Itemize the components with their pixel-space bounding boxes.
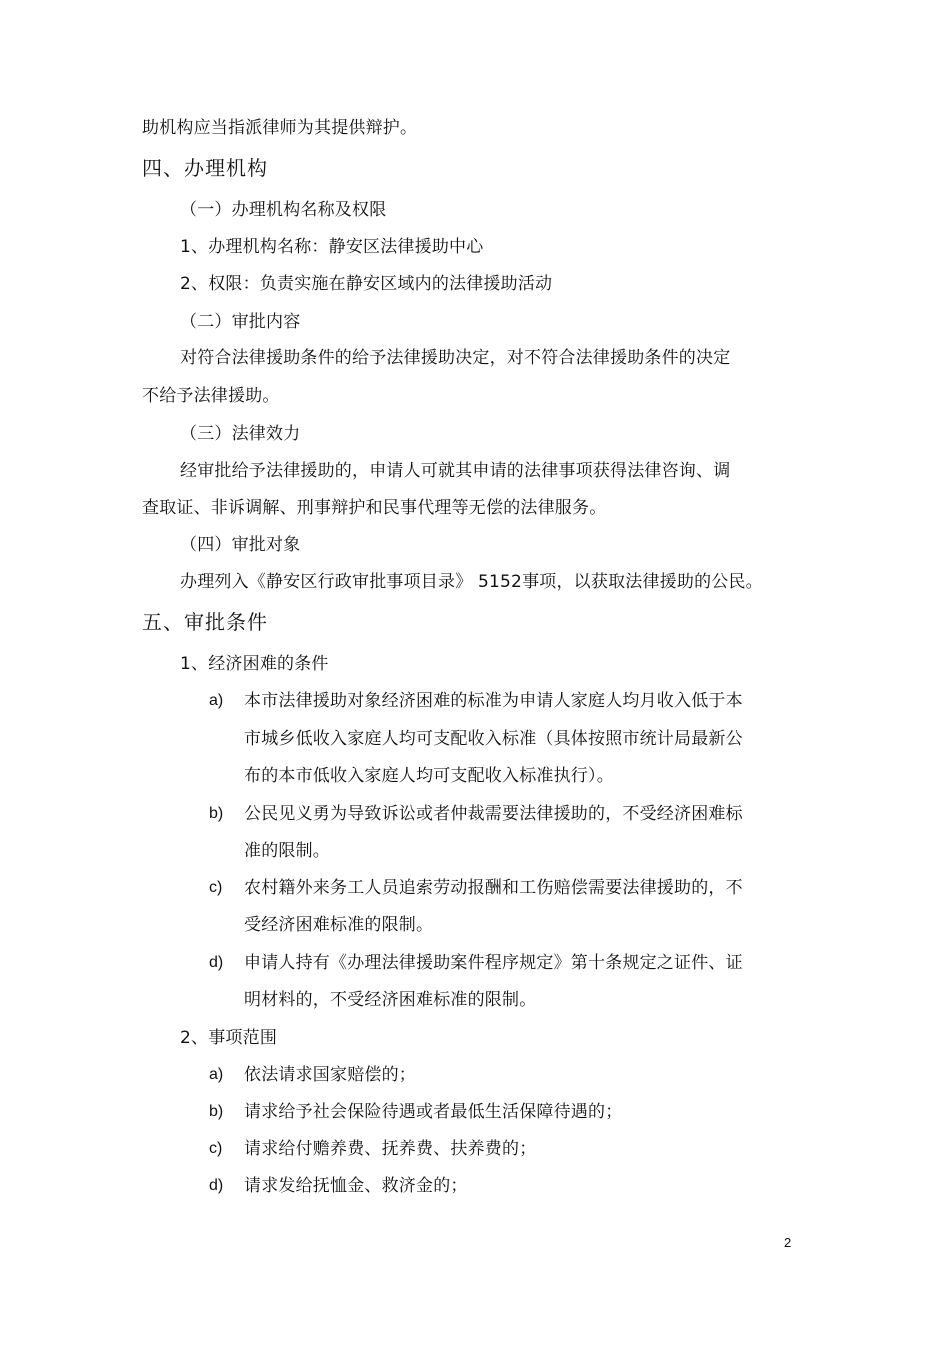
list-marker: a) — [209, 1066, 224, 1083]
list-item-line: 公民见义勇为导致诉讼或者仲裁需要法律援助的，不受经济困难标 — [244, 804, 743, 824]
list-marker: a) — [209, 692, 224, 709]
subsection-heading: （二）审批内容 — [180, 312, 301, 332]
body-line: 对符合法律援助条件的给予法律援助决定，对不符合法律援助条件的决定 — [180, 348, 731, 368]
body-line: 助机构应当指派律师为其提供辩护。 — [142, 118, 418, 138]
page-number: 2 — [784, 1235, 792, 1250]
list-marker: d) — [209, 1177, 224, 1194]
subsection-heading: 2、事项范围 — [180, 1028, 278, 1048]
list-marker: d) — [209, 954, 224, 971]
list-marker: c) — [209, 1140, 223, 1157]
body-line: 经审批给予法律援助的，申请人可就其申请的法律事项获得法律咨询、调 — [180, 461, 731, 481]
list-item-line: 受经济困难标准的限制。 — [244, 915, 434, 935]
list-marker: c) — [209, 879, 223, 896]
body-line: 查取证、非诉调解、刑事辩护和民事代理等无偿的法律服务。 — [142, 498, 607, 518]
body-line: 不给予法律援助。 — [142, 386, 280, 406]
list-item-line: 市城乡低收入家庭人均可支配收入标准（具体按照市统计局最新公 — [244, 729, 743, 749]
list-item-line: 准的限制。 — [244, 841, 330, 861]
list-marker: b) — [209, 805, 224, 822]
body-line: 办理列入《静安区行政审批事项目录》 5152事项，以获取法律援助的公民。 — [180, 572, 763, 592]
subsection-heading: （一）办理机构名称及权限 — [180, 200, 387, 220]
list-item-line: 农村籍外来务工人员追索劳动报酬和工伤赔偿需要法律援助的，不 — [244, 878, 743, 898]
subsection-heading: 1、经济困难的条件 — [180, 654, 329, 674]
list-item-line: 依法请求国家赔偿的； — [244, 1065, 416, 1085]
section-heading: 五、审批条件 — [142, 610, 268, 634]
list-item-line: 请求给予社会保险待遇或者最低生活保障待遇的； — [244, 1102, 623, 1122]
list-item-line: 明材料的，不受经济困难标准的限制。 — [244, 990, 537, 1010]
subsection-heading: （三）法律效力 — [180, 424, 301, 444]
list-item-line: 请求发给抚恤金、救济金的； — [244, 1176, 468, 1196]
list-item-line: 本市法律援助对象经济困难的标准为申请人家庭人均月收入低于本 — [244, 691, 743, 711]
body-line: 1、办理机构名称：静安区法律援助中心 — [180, 237, 484, 257]
list-marker: b) — [209, 1103, 224, 1120]
list-item-line: 请求给付赡养费、抚养费、扶养费的； — [244, 1139, 537, 1159]
body-line: 2、权限：负责实施在静安区域内的法律援助活动 — [180, 274, 553, 294]
list-item-line: 布的本市低收入家庭人均可支配收入标准执行）。 — [244, 766, 614, 786]
subsection-heading: （四）审批对象 — [180, 535, 301, 555]
section-heading: 四、办理机构 — [142, 156, 268, 180]
list-item-line: 申请人持有《办理法律援助案件程序规定》第十条规定之证件、证 — [244, 953, 743, 973]
